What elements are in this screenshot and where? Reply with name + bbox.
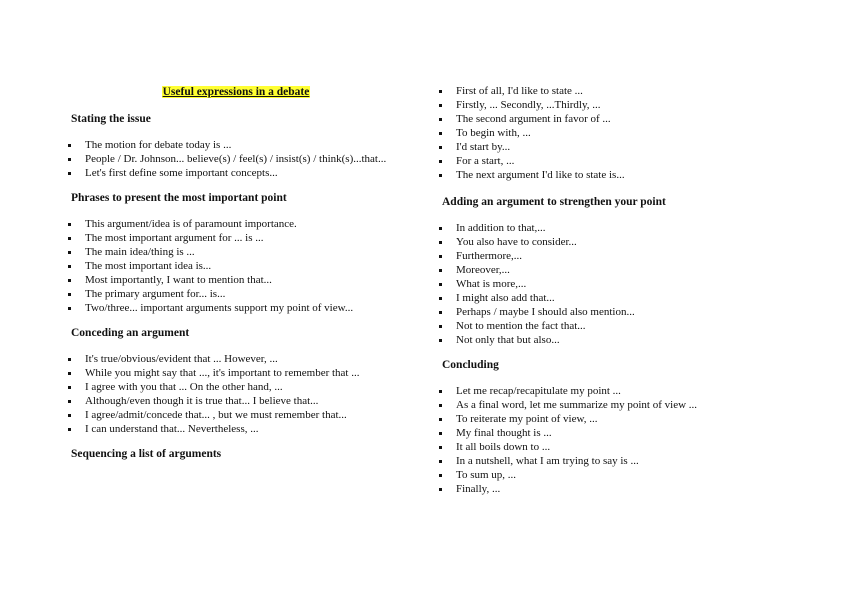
list-item: Finally, ... [437, 482, 747, 496]
section-heading-sequencing: Sequencing a list of arguments [71, 448, 222, 460]
list-conceding [66, 352, 406, 436]
list-item: Not to mention the fact that... [437, 319, 747, 333]
list-item: Most importantly, I want to mention that... [66, 273, 406, 287]
list-item: The motion for debate today is ... [66, 138, 406, 152]
list-item: To sum up, ... [437, 468, 747, 482]
list-item: To reiterate my point of view, ... [437, 412, 747, 426]
list-important-point [66, 217, 406, 315]
left-column [66, 84, 406, 473]
right-column [437, 84, 747, 506]
list-item: I agree with you that ... On the other hand, ... [66, 380, 406, 394]
list-item: Furthermore,... [437, 249, 747, 263]
list-item: The most important argument for ... is ... [66, 231, 406, 245]
section-heading-concluding: Concluding [442, 359, 499, 371]
list-item: It's true/obvious/evident that ... However, ... [66, 352, 406, 366]
list-item: In addition to that,... [437, 221, 747, 235]
list-item: Perhaps / maybe I should also mention... [437, 305, 747, 319]
list-item: The next argument I'd like to state is... [437, 168, 747, 182]
list-item: This argument/idea is of paramount importance. [66, 217, 406, 231]
list-item: Let's first define some important concepts... [66, 166, 406, 180]
list-item: The second argument in favor of ... [437, 112, 747, 126]
section-heading-stating-issue: Stating the issue [71, 113, 151, 125]
list-stating-issue [66, 138, 406, 180]
list-concluding [437, 384, 747, 496]
list-item: The most important idea is... [66, 259, 406, 273]
section-heading-adding-argument: Adding an argument to strengthen your point [442, 196, 666, 208]
list-item: For a start, ... [437, 154, 747, 168]
list-item: My final thought is ... [437, 426, 747, 440]
list-item: It all boils down to ... [437, 440, 747, 454]
list-item: First of all, I'd like to state ... [437, 84, 747, 98]
list-item: I can understand that... Nevertheless, ... [66, 422, 406, 436]
list-item: You also have to consider... [437, 235, 747, 249]
list-item: The primary argument for... is... [66, 287, 406, 301]
list-item: Not only that but also... [437, 333, 747, 347]
list-item: The main idea/thing is ... [66, 245, 406, 259]
list-sequencing [437, 84, 747, 182]
list-item: To begin with, ... [437, 126, 747, 140]
list-item: Moreover,... [437, 263, 747, 277]
document-title: Useful expressions in a debate [162, 86, 310, 98]
list-item: As a final word, let me summarize my point of view ... [437, 398, 747, 412]
list-item: I agree/admit/concede that... , but we must remember that... [66, 408, 406, 422]
list-item: I'd start by... [437, 140, 747, 154]
list-item: Two/three... important arguments support my point of view... [66, 301, 406, 315]
section-heading-important-point: Phrases to present the most important point [71, 192, 287, 204]
list-item: Let me recap/recapitulate my point ... [437, 384, 747, 398]
section-heading-conceding: Conceding an argument [71, 327, 190, 339]
list-item: People / Dr. Johnson... believe(s) / feel(s) / insist(s) / think(s)...that... [66, 152, 406, 166]
list-item: What is more,... [437, 277, 747, 291]
list-adding-argument [437, 221, 747, 347]
list-item: While you might say that ..., it's important to remember that ... [66, 366, 406, 380]
list-item: Although/even though it is true that... I believe that... [66, 394, 406, 408]
list-item: Firstly, ... Secondly, ...Thirdly, ... [437, 98, 747, 112]
list-item: In a nutshell, what I am trying to say is ... [437, 454, 747, 468]
list-item: I might also add that... [437, 291, 747, 305]
